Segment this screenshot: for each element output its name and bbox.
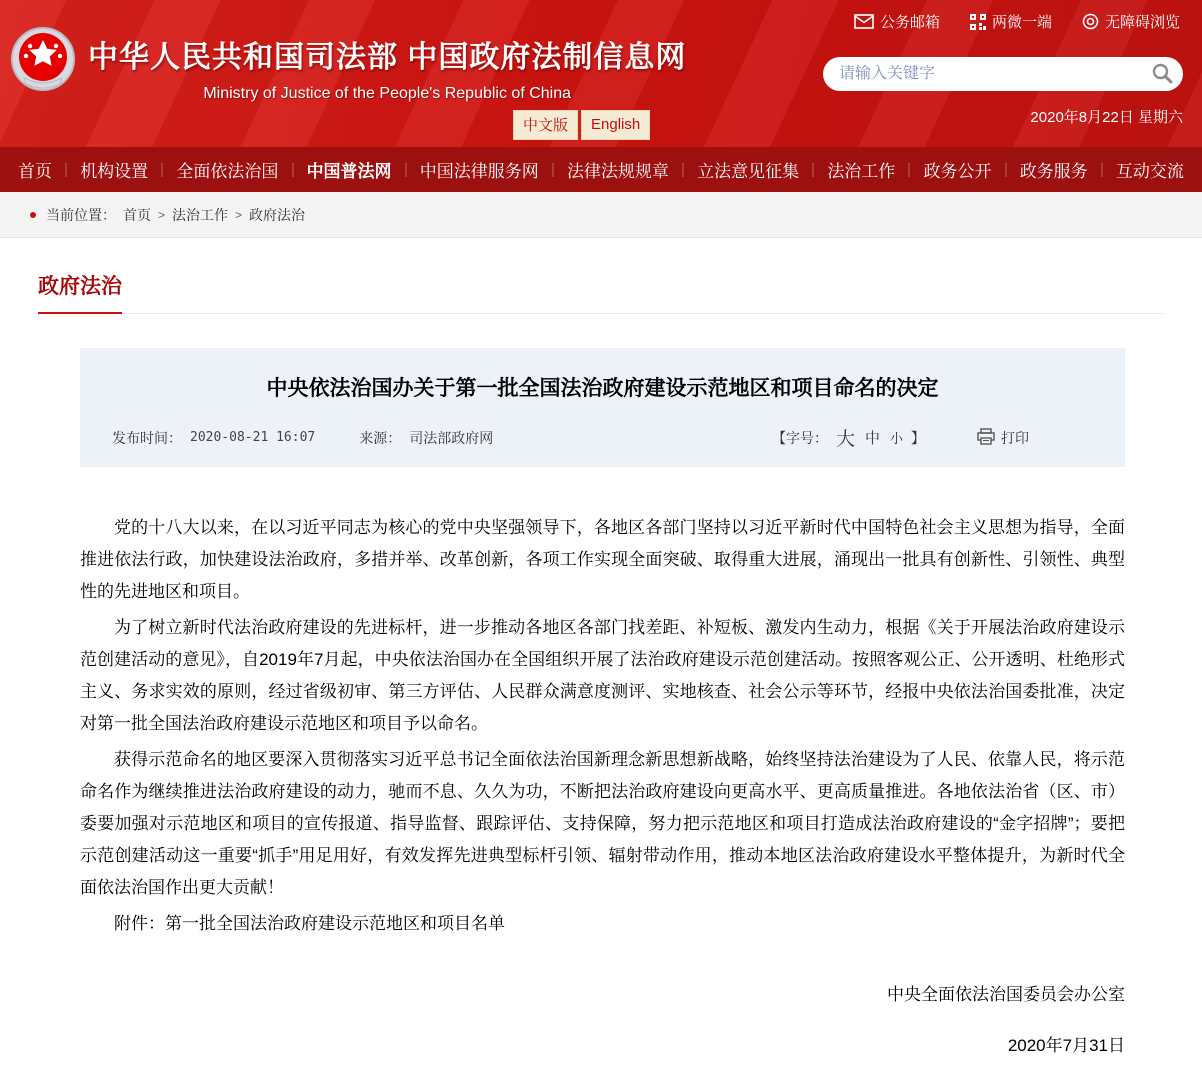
article-paragraph: 获得示范命名的地区要深入贯彻落实习近平总书记全面依法治国新理念新思想新战略，始终坚持法治建设为了人民、依靠人民，将示范命名作为继续推进法治政府建设的动力，驰而不息、久久为功，不断把法治政府建设向更高水平、更高质量推进。各地依法治省（区、市）委要加强对示范地区和项目的宣传报道、指导监督、跟踪评估、支持保障，努力把示范地区和项目打造成法治政府建设的“金字招牌”；要把示范创建活动这一重要“抓手”用足用好，有效发挥先进典型标杆引领、辐射带动作用，推动本地区法治政府建设水平整体提升，为新时代全面依法治国作出更大贡献！ (80, 750, 1125, 897)
font-size-large-button[interactable]: 大 (834, 424, 857, 451)
main-nav (0, 147, 1202, 192)
article-meta-right (772, 424, 1107, 451)
qrcode-icon (970, 14, 986, 30)
accessibility-icon (1082, 13, 1099, 30)
font-size-medium-button[interactable]: 中 (863, 427, 882, 448)
source-value: 司法部政府网 (409, 429, 494, 446)
language-switch (513, 110, 650, 140)
accessibility-link[interactable] (1082, 11, 1180, 32)
nav-item[interactable]: 机构设置 (80, 157, 148, 182)
print-button[interactable] (977, 428, 1029, 448)
article-header-panel (80, 348, 1125, 467)
separator: | (551, 161, 554, 178)
mail-icon (854, 14, 874, 29)
breadcrumb-list (123, 205, 305, 225)
separator: | (1100, 161, 1103, 178)
ministry-emblem-icon (10, 26, 76, 96)
header-date: 2020年8月22日 星期六 (1030, 109, 1183, 126)
article-body (80, 512, 1125, 904)
separator: > (235, 207, 243, 222)
printer-icon (977, 428, 995, 448)
search-box (823, 57, 1183, 91)
nav-item[interactable]: 政务服务 (1020, 157, 1088, 182)
header-quick-links (854, 11, 1180, 32)
mail-link[interactable] (854, 11, 940, 32)
site-logo-home-link[interactable] (10, 26, 686, 103)
separator: | (65, 161, 68, 178)
wechat-weibo-link[interactable] (970, 11, 1052, 32)
font-size-label-close: 】 (911, 429, 925, 446)
nav-item[interactable]: 全面依法治国 (176, 157, 278, 182)
mail-link-label: 公务邮箱 (879, 14, 940, 31)
article-paragraph: 党的十八大以来，在以习近平同志为核心的党中央坚强领导下，各地区各部门坚持以习近平新时代中国特色社会主义思想为指导，全面推进依法行政，加快建设法治政府，多措并举、改革创新，各项工作实现全面突破、取得重大进展，涌现出一批具有创新性、引领性、典型性的先进地区和项目。 (80, 518, 1125, 601)
publish-time-label: 发布时间： (112, 429, 182, 446)
breadcrumb-label: 当前位置： (46, 206, 116, 223)
attachment-link[interactable]: 附件：第一批全国法治政府建设示范地区和项目名单 (114, 914, 505, 933)
separator: | (404, 161, 407, 178)
search-input[interactable] (839, 65, 1151, 83)
separator: | (1004, 161, 1007, 178)
nav-item[interactable]: 立法意见征集 (697, 157, 799, 182)
wechat-weibo-link-label: 两微一端 (991, 14, 1052, 31)
section-header (38, 270, 1164, 314)
font-size-label: 【字号： (771, 429, 828, 446)
separator: | (161, 161, 164, 178)
breadcrumb (0, 192, 1202, 238)
publish-time-value: 2020-08-21 16:07 (190, 430, 316, 445)
lang-english-button[interactable]: English (581, 110, 650, 140)
print-button-label: 打印 (1001, 429, 1029, 446)
nav-item[interactable]: 互动交流 (1116, 157, 1184, 182)
nav-item[interactable]: 首页 (18, 157, 52, 182)
site-header (0, 0, 1202, 147)
nav-item[interactable]: 政务公开 (924, 157, 992, 182)
separator: | (812, 161, 815, 178)
article-sign-date: 2020年7月31日 (1007, 1036, 1125, 1055)
site-title: 中华人民共和国司法部 中国政府法制信息网 (88, 41, 687, 74)
search-icon (1151, 62, 1173, 87)
breadcrumb-link[interactable]: 首页 (123, 206, 151, 223)
nav-item[interactable]: 中国法律服务网 (420, 157, 539, 182)
section-title: 政府法治 (38, 270, 122, 314)
separator: > (158, 207, 166, 222)
breadcrumb-link[interactable]: 政府法治 (249, 206, 306, 223)
search-button[interactable] (1151, 62, 1173, 87)
separator: | (291, 161, 294, 178)
nav-item[interactable]: 中国普法网 (307, 157, 392, 182)
separator: | (682, 161, 685, 178)
source-label: 来源： (359, 429, 402, 446)
nav-item[interactable]: 法律法规规章 (567, 157, 669, 182)
article-paragraph: 为了树立新时代法治政府建设的先进标杆，进一步推动各地区各部门找差距、补短板、激发内生动力，根据《关于开展法治政府建设示范创建活动的意见》，自2019年7月起，中央依法治国办在全国组织开展了法治政府建设示范创建活动。按照客观公正、公开透明、杜绝形式主义、务求实效的原则，经过省级初审、第三方评估、人民群众满意度测评、实地核查、社会公示等环节，经报中央依法治国委批准，决定对第一批全国法治政府建设示范地区和项目予以命名。 (80, 618, 1125, 733)
article-meta-left (112, 428, 493, 448)
font-size-small-button[interactable]: 小 (888, 428, 905, 447)
accessibility-link-label: 无障碍浏览 (1104, 14, 1180, 31)
site-titles (88, 26, 686, 103)
article-title: 中央依法治国办关于第一批全国法治政府建设示范地区和项目命名的决定 (266, 377, 939, 400)
site-subtitle: Ministry of Justice of the People's Republic of China (203, 85, 572, 102)
separator: | (908, 161, 911, 178)
article-signature: 中央全面依法治国委员会办公室 (887, 985, 1125, 1004)
page-content (0, 238, 1202, 1076)
article-meta (98, 424, 1107, 451)
lang-chinese-button[interactable]: 中文版 (513, 110, 578, 140)
breadcrumb-link[interactable]: 法治工作 (172, 206, 229, 223)
article-footer (80, 908, 1125, 1076)
nav-item[interactable]: 法治工作 (827, 157, 895, 182)
breadcrumb-bullet-icon (30, 212, 36, 218)
